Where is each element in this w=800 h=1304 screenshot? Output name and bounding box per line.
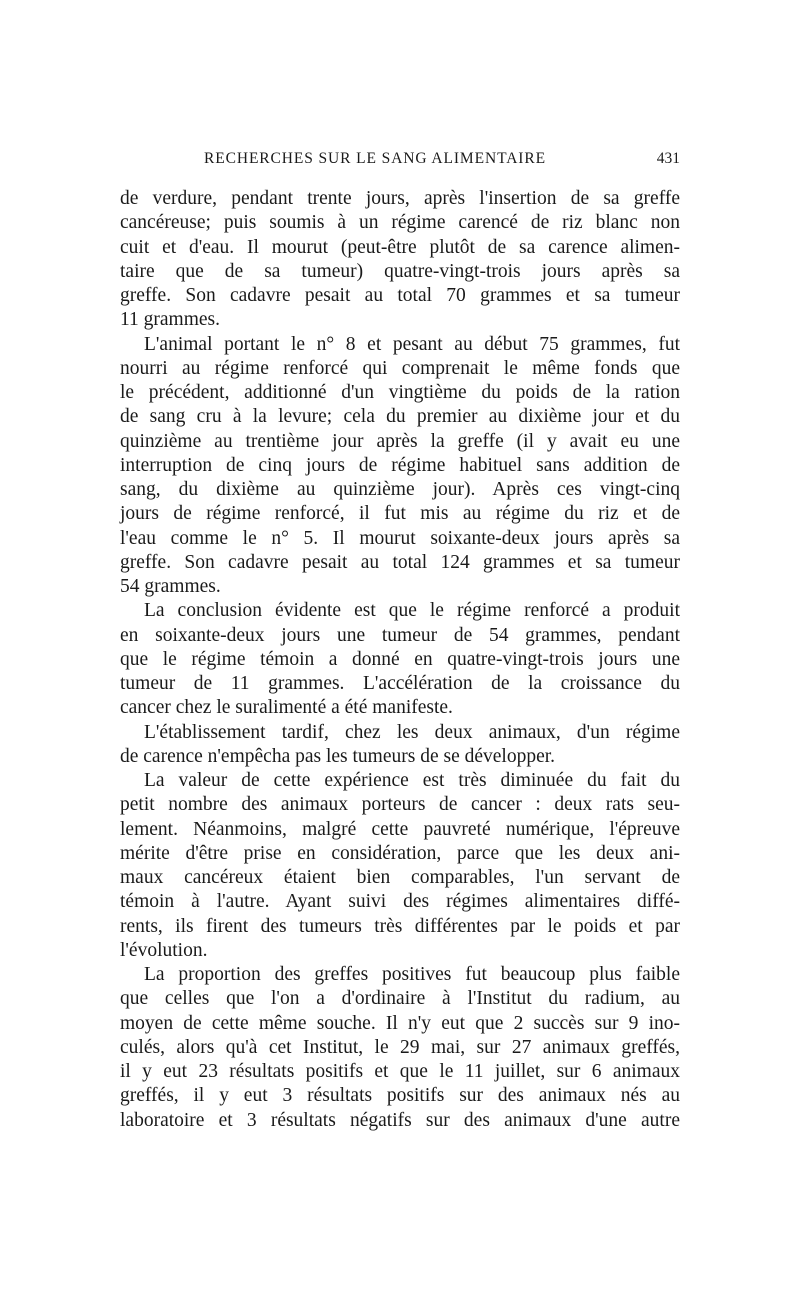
text-line: greffe. Son cadavre pesait au total 70 grammes et sa tumeur	[120, 285, 680, 306]
text-line: cancer chez le suralimenté a été manifeste.	[120, 697, 453, 719]
text-line: il y eut 23 résultats positifs et que le 11 juillet, sur 6 animaux	[120, 1061, 680, 1082]
text-line: L'établissement tardif, chez les deux animaux, d'un régime	[144, 721, 680, 743]
text-line: laboratoire et 3 résultats négatifs sur des animaux d'une autre	[120, 1109, 680, 1131]
text-line: jours de régime renforcé, il fut mis au régime du riz et de	[120, 503, 680, 525]
text-line: culés, alors qu'à cet Institut, le 29 mai, sur 27 animaux greffés,	[120, 1036, 680, 1058]
text-line: 11 grammes.	[120, 309, 221, 331]
text-line: cancéreuse; puis soumis à un régime carencé de riz blanc non	[120, 212, 680, 234]
text-line: rents, ils firent des tumeurs très différentes par le poids et par	[120, 915, 680, 937]
text-line: l'eau comme le n° 5. Il mourut soixante-deux jours après sa	[120, 527, 680, 549]
text-line: l'évolution.	[120, 939, 208, 961]
text-line: maux cancéreux étaient bien comparables, l'un servant de	[120, 867, 680, 888]
text-line: L'animal portant le n° 8 et pesant au début 75 grammes, fut	[144, 333, 680, 355]
text-line: lement. Néanmoins, malgré cette pauvreté numérique, l'épreuve	[120, 818, 680, 840]
text-line: petit nombre des animaux porteurs de cancer : deux rats seu-	[120, 794, 680, 816]
running-title: RECHERCHES SUR LE SANG ALIMENTAIRE	[204, 150, 546, 167]
text-line: le précédent, additionné d'un vingtième du poids de la ration	[120, 382, 680, 403]
text-line: de carence n'empêcha pas les tumeurs de se développer.	[120, 745, 556, 767]
text-line: mérite d'être prise en considération, parce que les deux ani-	[120, 842, 680, 864]
text-line: en soixante-deux jours une tumeur de 54 grammes, pendant	[120, 624, 680, 646]
text-line: que le régime témoin a donné en quatre-vingt-trois jours une	[120, 648, 680, 670]
text-line: La conclusion évidente est que le régime renforcé a produit	[144, 600, 680, 622]
text-line: de sang cru à la levure; cela du premier au dixième jour et du	[120, 406, 680, 428]
text-line: nourri au régime renforcé qui comprenait le même fonds que	[120, 357, 680, 379]
text-line: taire que de sa tumeur) quatre-vingt-trois jours après sa	[120, 260, 680, 282]
text-line: tumeur de 11 grammes. L'accélération de la croissance du	[120, 673, 680, 694]
text-line: témoin à l'autre. Ayant suivi des régimes alimentaires diffé-	[120, 891, 680, 913]
text-line: La proportion des greffes positives fut beaucoup plus faible	[144, 964, 680, 985]
text-line: que celles que l'on a d'ordinaire à l'Institut du radium, au	[120, 988, 680, 1010]
text-line: greffe. Son cadavre pesait au total 124 grammes et sa tumeur	[120, 551, 680, 573]
page-number: 431	[656, 150, 680, 167]
text-line: greffés, il y eut 3 résultats positifs sur des animaux nés au	[120, 1085, 680, 1107]
body-text	[120, 187, 680, 1133]
text-line: La valeur de cette expérience est très diminuée du fait du	[144, 770, 680, 791]
text-line: interruption de cinq jours de régime habituel sans addition de	[120, 454, 680, 476]
text-line: 54 grammes.	[120, 576, 221, 597]
running-header	[120, 150, 680, 174]
text-line: cuit et d'eau. Il mourut (peut-être plutôt de sa carence alimen-	[120, 236, 680, 258]
text-line: sang, du dixième au quinzième jour). Après ces vingt-cinq	[120, 479, 680, 500]
text-line: moyen de cette même souche. Il n'y eut que 2 succès sur 9 ino-	[120, 1012, 680, 1034]
text-line: quinzième au trentième jour après la greffe (il y avait eu une	[120, 430, 680, 452]
text-line: de verdure, pendant trente jours, après l'insertion de sa greffe	[120, 188, 680, 209]
